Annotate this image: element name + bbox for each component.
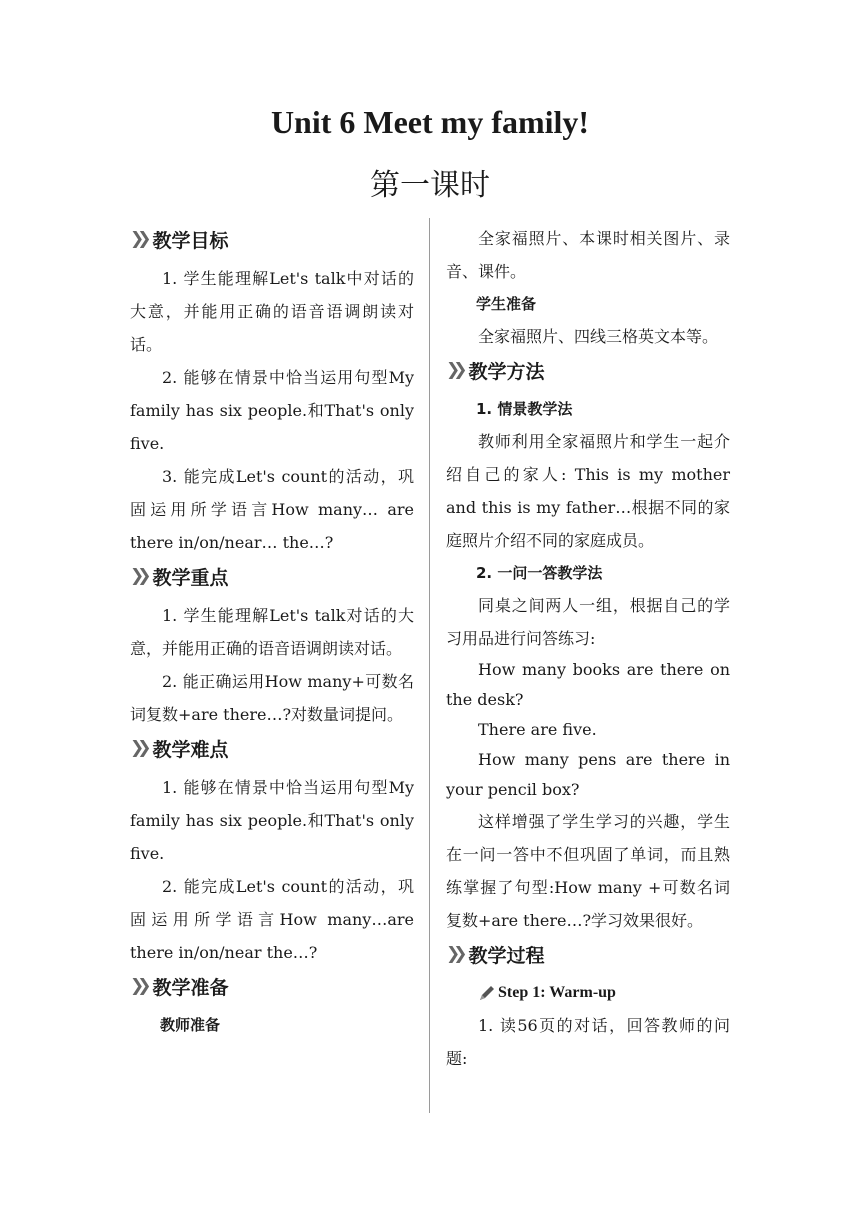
student-prep-label: 学生准备 xyxy=(476,295,537,313)
methods-heading xyxy=(446,353,730,387)
teacher-prep-label: 教师准备 xyxy=(160,1016,221,1034)
double-chevron-icon: ❯❯ xyxy=(446,360,461,380)
keypoint-item: 1. 学生能理解Let's talk对话的大意，并能用正确的语音语调朗读对话。 xyxy=(130,606,414,658)
preparation-heading-label: 教学准备 xyxy=(152,976,229,999)
left-column xyxy=(130,222,414,1041)
lesson-subtitle: 第一课时 xyxy=(370,168,490,203)
objective-item: 3. 能完成Let's count的活动，巩固运用所学语言How many… are there in/on/near… the…? xyxy=(130,467,414,552)
step1-heading xyxy=(446,977,730,1009)
objective-item: 2. 能够在情景中恰当运用句型My family has six people.和That's only five. xyxy=(130,368,414,453)
difficulties-heading xyxy=(130,731,414,765)
step1-label: Step 1: Warm-up xyxy=(498,984,616,1001)
difficulties-heading-label: 教学难点 xyxy=(152,738,229,761)
method2-label: 2. 一问一答教学法 xyxy=(476,564,603,582)
keypoint-item: 2. 能正确运用How many+可数名词复数+are there…?对数量词提问。 xyxy=(130,672,414,724)
column-divider xyxy=(429,218,430,1113)
right-column xyxy=(446,222,730,1075)
double-chevron-icon: ❯❯ xyxy=(130,229,145,249)
process-heading-label: 教学过程 xyxy=(468,944,545,967)
method1-text: 教师利用全家福照片和学生一起介绍自己的家人: This is my mother and this is my father…根据不同的家庭照片介绍不同的家庭成员。 xyxy=(446,432,730,550)
preparation-heading xyxy=(130,969,414,1003)
method2-text: 同桌之间两人一组，根据自己的学习用品进行问答练习: xyxy=(446,596,730,648)
student-prep-text: 全家福照片、四线三格英文本等。 xyxy=(478,327,719,346)
dialog-line: There are five. xyxy=(478,720,597,739)
double-chevron-icon: ❯❯ xyxy=(130,566,145,586)
dialog-line: How many books are there on the desk? xyxy=(446,660,730,709)
double-chevron-icon: ❯❯ xyxy=(446,944,461,964)
method1-label: 1. 情景教学法 xyxy=(476,400,573,418)
double-chevron-icon: ❯❯ xyxy=(130,976,145,996)
difficulty-item: 2. 能完成Let's count的活动，巩固运用所学语言How many…are there in/on/near the…? xyxy=(130,877,414,962)
difficulty-item: 1. 能够在情景中恰当运用句型My family has six people.和That's only five. xyxy=(130,778,414,863)
process-heading xyxy=(446,937,730,971)
method2-summary: 这样增强了学生学习的兴趣，学生在一问一答中不但巩固了单词，而且熟练掌握了句型:How many +可数名词复数+are there…?学习效果很好。 xyxy=(446,812,730,930)
dialog-line: How many pens are there in your pencil box? xyxy=(446,750,730,799)
teacher-prep-text: 全家福照片、本课时相关图片、录音、课件。 xyxy=(446,229,730,281)
pen-icon xyxy=(478,984,496,1002)
methods-heading-label: 教学方法 xyxy=(468,360,545,383)
objective-item: 1. 学生能理解Let's talk中对话的大意，并能用正确的语音语调朗读对话。 xyxy=(130,269,414,354)
double-chevron-icon: ❯❯ xyxy=(130,738,145,758)
objectives-heading-label: 教学目标 xyxy=(152,229,229,252)
step1-item: 1. 读56页的对话，回答教师的问题: xyxy=(446,1016,730,1068)
page-title: Unit 6 Meet my family! xyxy=(270,104,590,140)
keypoints-heading xyxy=(130,559,414,593)
keypoints-heading-label: 教学重点 xyxy=(152,566,229,589)
objectives-heading xyxy=(130,222,414,256)
